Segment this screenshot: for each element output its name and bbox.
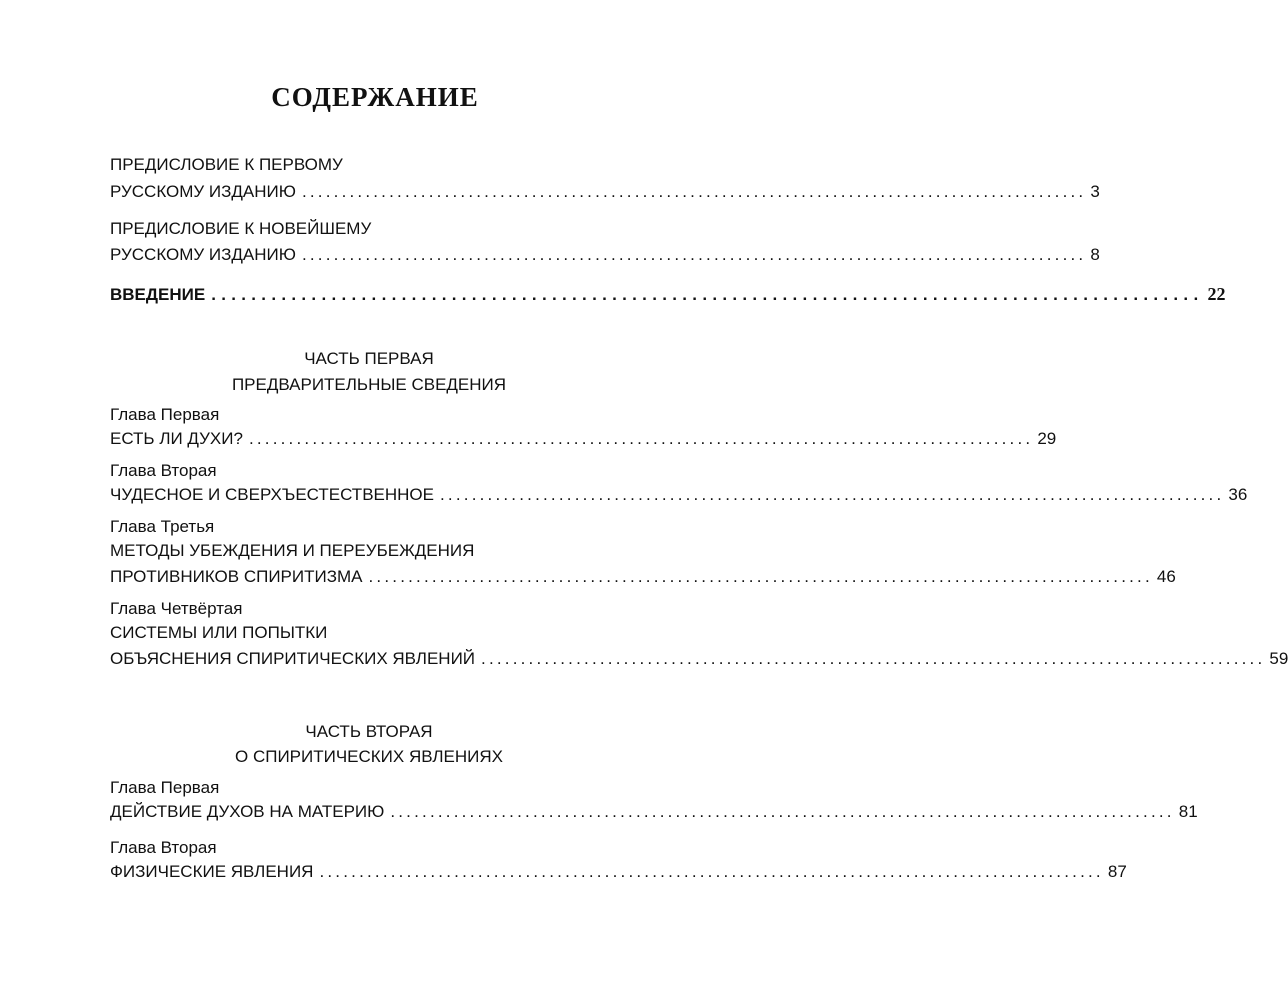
toc-entry-chapter-2-2[interactable]	[110, 860, 1127, 884]
toc-entry-introduction[interactable]	[110, 282, 1226, 306]
leader-dots: ...................................................................................................	[248, 429, 1034, 448]
toc-entry-label: ДЕЙСТВИЕ ДУХОВ НА МАТЕРИЮ	[110, 802, 385, 821]
toc-entry-label: РУССКОМУ ИЗДАНИЮ	[110, 245, 296, 264]
toc-page-number: 87	[1107, 862, 1127, 881]
toc-entry-chapter-2-1[interactable]	[110, 800, 1198, 824]
leader-dots: ...................................................................................................	[390, 802, 1175, 821]
toc-entry-label: ОБЪЯСНЕНИЯ СПИРИТИЧЕСКИХ ЯВЛЕНИЙ	[110, 649, 476, 668]
toc-entry-label: ПРОТИВНИКОВ СПИРИТИЗМА	[110, 567, 363, 586]
toc-page-number: 8	[1090, 245, 1100, 264]
toc-page-number: 29	[1037, 429, 1057, 448]
chapter-label: Глава Первая	[110, 778, 220, 797]
toc-entry-chapter-1-2[interactable]	[110, 483, 1248, 507]
leader-dots: ...................................................................................................	[319, 862, 1104, 881]
part-one-name: ПРЕДВАРИТЕЛЬНЫЕ СВЕДЕНИЯ	[231, 375, 507, 394]
toc-entry-label: ФИЗИЧЕСКИЕ ЯВЛЕНИЯ	[110, 862, 314, 881]
toc-page-number: 59	[1269, 649, 1288, 668]
toc-page-number: 3	[1090, 182, 1100, 201]
toc-entry-chapter-1-3[interactable]	[110, 565, 1176, 589]
part-two-number: ЧАСТЬ ВТОРАЯ	[305, 722, 433, 741]
leader-dots: ...................................................................................................	[368, 567, 1153, 586]
chapter-label: Глава Четвёртая	[110, 599, 243, 618]
part-two-name: О СПИРИТИЧЕСКИХ ЯВЛЕНИЯХ	[235, 747, 503, 766]
toc-entry-chapter-1-4-line1: СИСТЕМЫ ИЛИ ПОПЫТКИ	[110, 623, 328, 642]
page-title: СОДЕРЖАНИЕ	[271, 82, 479, 112]
toc-entry-chapter-1-1[interactable]	[110, 427, 1057, 451]
toc-entry-label: РУССКОМУ ИЗДАНИЮ	[110, 182, 296, 201]
chapter-label: Глава Первая	[110, 405, 220, 424]
toc-page-number: 81	[1178, 802, 1198, 821]
toc-entry-preface-new[interactable]	[110, 243, 1100, 267]
toc-entry-preface-first[interactable]	[110, 180, 1100, 204]
toc-entry-chapter-1-3-line1: МЕТОДЫ УБЕЖДЕНИЯ И ПЕРЕУБЕЖДЕНИЯ	[110, 541, 475, 560]
leader-dots: ...................................................................................................	[211, 285, 1204, 304]
chapter-label: Глава Вторая	[110, 838, 217, 857]
leader-dots: ...................................................................................................	[481, 649, 1266, 668]
toc-entry-chapter-1-4[interactable]	[110, 647, 1288, 671]
leader-dots: ...................................................................................................	[440, 485, 1225, 504]
toc-entry-preface-first-line1: ПРЕДИСЛОВИЕ К ПЕРВОМУ	[110, 155, 343, 174]
toc-entry-label: ЧУДЕСНОЕ И СВЕРХЪЕСТЕСТВЕННОЕ	[110, 485, 434, 504]
toc-entry-label: ЕСТЬ ЛИ ДУХИ?	[110, 429, 243, 448]
toc-page-number: 36	[1228, 485, 1248, 504]
leader-dots: ...................................................................................................	[301, 182, 1087, 201]
toc-page-number: 46	[1156, 567, 1176, 586]
leader-dots: ...................................................................................................	[301, 245, 1087, 264]
chapter-label: Глава Вторая	[110, 461, 217, 480]
part-one-number: ЧАСТЬ ПЕРВАЯ	[304, 349, 434, 368]
toc-page-number: 22	[1207, 284, 1226, 304]
chapter-label: Глава Третья	[110, 517, 215, 536]
toc-entry-label: ВВЕДЕНИЕ	[110, 285, 206, 304]
toc-entry-preface-new-line1: ПРЕДИСЛОВИЕ К НОВЕЙШЕМУ	[110, 219, 372, 238]
